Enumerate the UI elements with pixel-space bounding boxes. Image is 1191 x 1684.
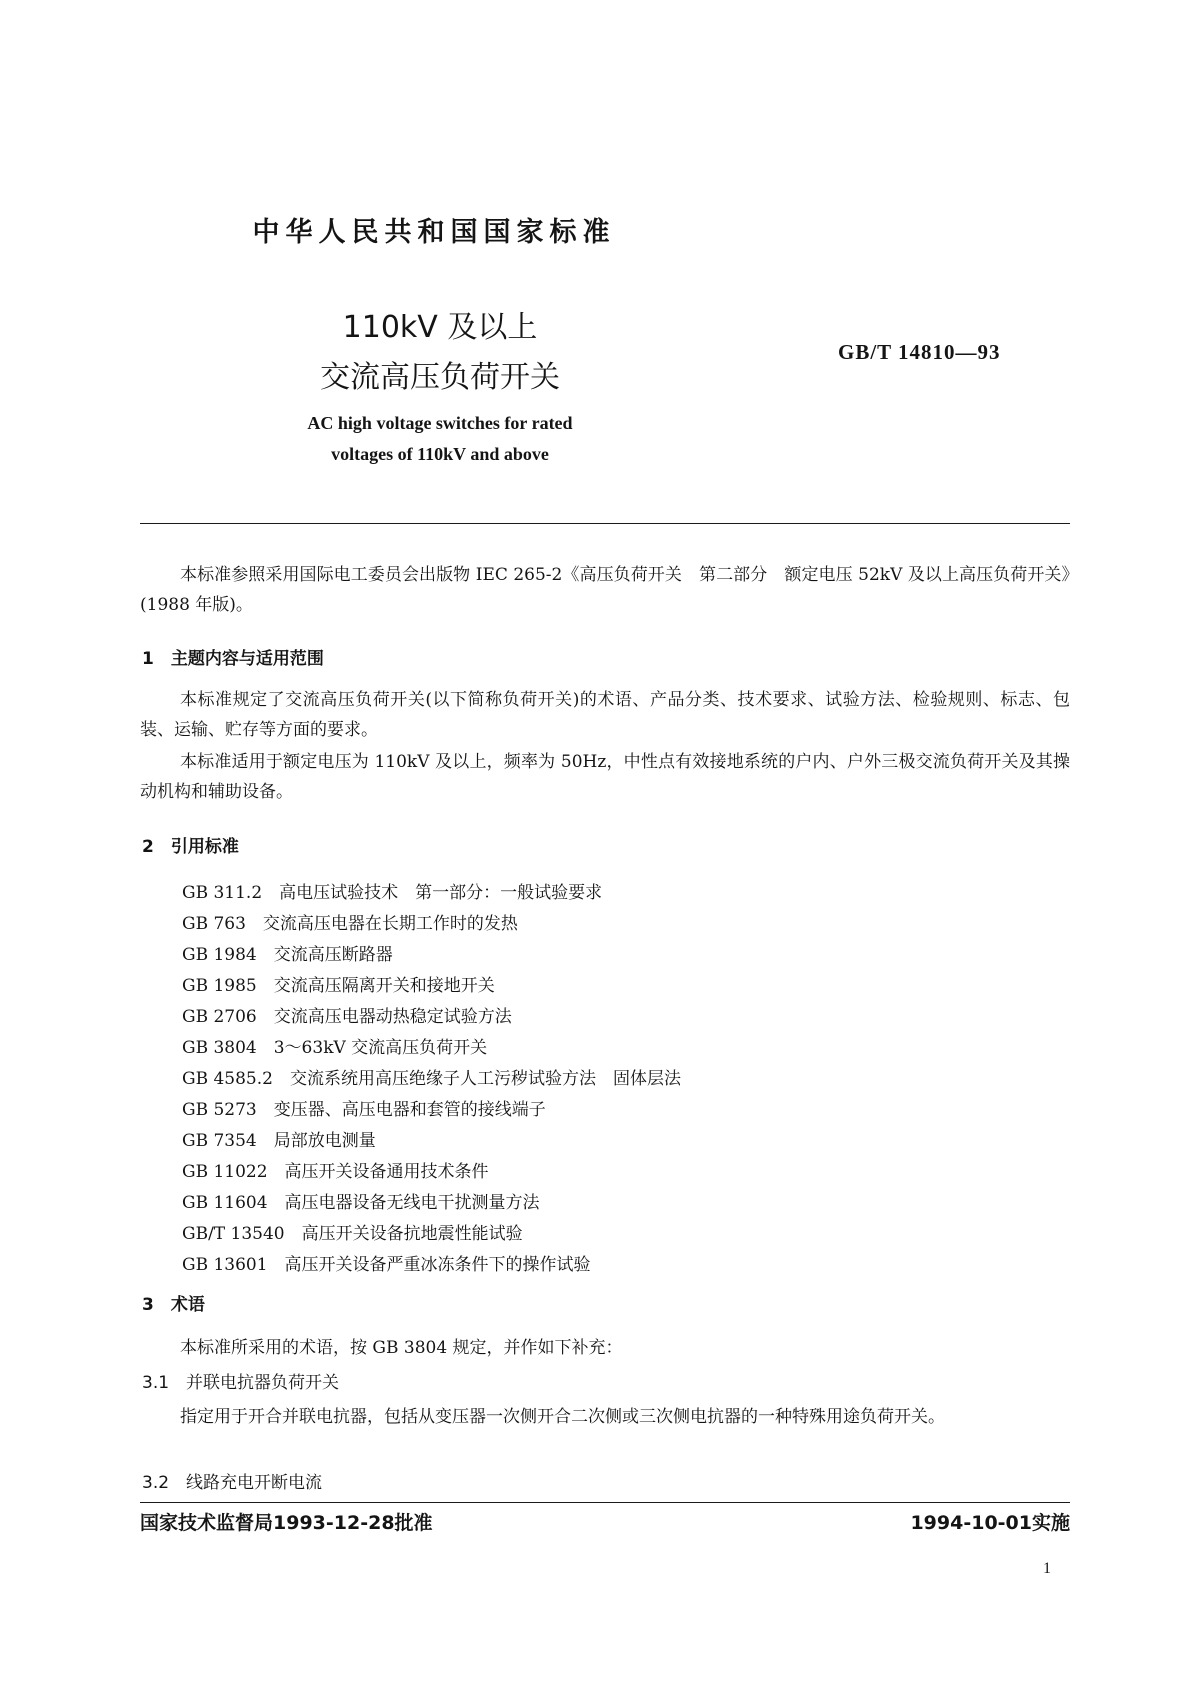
reference-item: GB 763 交流高压电器在长期工作时的发热 [182,914,518,934]
reference-item: GB 1984 交流高压断路器 [182,945,393,965]
approval-line: 国家技术监督局1993-12-28批准 [140,1512,433,1534]
section-1-heading: 1 主题内容与适用范围 [142,649,324,669]
reference-item: GB 11604 高压电器设备无线电干扰测量方法 [182,1193,540,1213]
reference-item: GB 5273 变压器、高压电器和套管的接线端子 [182,1100,546,1120]
reference-item: GB 2706 交流高压电器动热稳定试验方法 [182,1007,512,1027]
english-title-line-2: voltages of 110kV and above [331,444,549,464]
footer-divider [140,1502,1070,1503]
reference-item: GB 3804 3～63kV 交流高压负荷开关 [182,1038,488,1058]
implementation-date: 1994-10-01实施 [910,1512,1070,1534]
title-line-2: 交流高压负荷开关 [320,360,560,395]
reference-item: GB 7354 局部放电测量 [182,1131,376,1151]
section-1-paragraph-1: 本标准规定了交流高压负荷开关(以下简称负荷开关)的术语、产品分类、技术要求、试验方法、检验规则、标志、包装、运输、贮存等方面的要求。 [140,690,1070,740]
title-line-1: 110kV 及以上 [342,310,538,345]
section-3-heading: 3 术语 [142,1295,205,1315]
reference-item: GB 311.2 高电压试验技术 第一部分：一般试验要求 [182,883,603,903]
reference-item: GB 13601 高压开关设备严重冰冻条件下的操作试验 [182,1255,591,1275]
reference-item: GB/T 13540 高压开关设备抗地震性能试验 [182,1224,523,1244]
header-divider [140,523,1070,524]
page-number: 1 [1043,1560,1051,1577]
section-3-2-heading: 3.2 线路充电开断电流 [142,1473,323,1493]
reference-item: GB 11022 高压开关设备通用技术条件 [182,1162,489,1182]
section-3-1-text: 指定用于开合并联电抗器，包括从变压器一次侧开合二次侧或三次侧电抗器的一种特殊用途负荷开关。 [180,1407,945,1427]
section-3-1-heading: 3.1 并联电抗器负荷开关 [142,1373,340,1393]
english-title-line-1: AC high voltage switches for rated [307,413,573,433]
national-standard-label: 中华人民共和国国家标准 [252,217,616,248]
section-2-heading: 2 引用标准 [142,837,239,857]
reference-list [182,878,681,1281]
reference-item: GB 1985 交流高压隔离开关和接地开关 [182,976,495,996]
section-3-intro: 本标准所采用的术语，按 GB 3804 规定，并作如下补充： [180,1338,623,1358]
section-1-paragraph-2: 本标准适用于额定电压为 110kV 及以上，频率为 50Hz，中性点有效接地系统的户内、户外三极交流负荷开关及其操动机构和辅助设备。 [140,752,1070,802]
reference-item: GB 4585.2 交流系统用高压绝缘子人工污秽试验方法 固体层法 [182,1069,681,1089]
standard-number: GB/T 14810—93 [838,340,1001,364]
preface-paragraph: 本标准参照采用国际电工委员会出版物 IEC 265-2《高压负荷开关 第二部分 额定电压 52kV 及以上高压负荷开关》(1988 年版)。 [140,565,1070,615]
